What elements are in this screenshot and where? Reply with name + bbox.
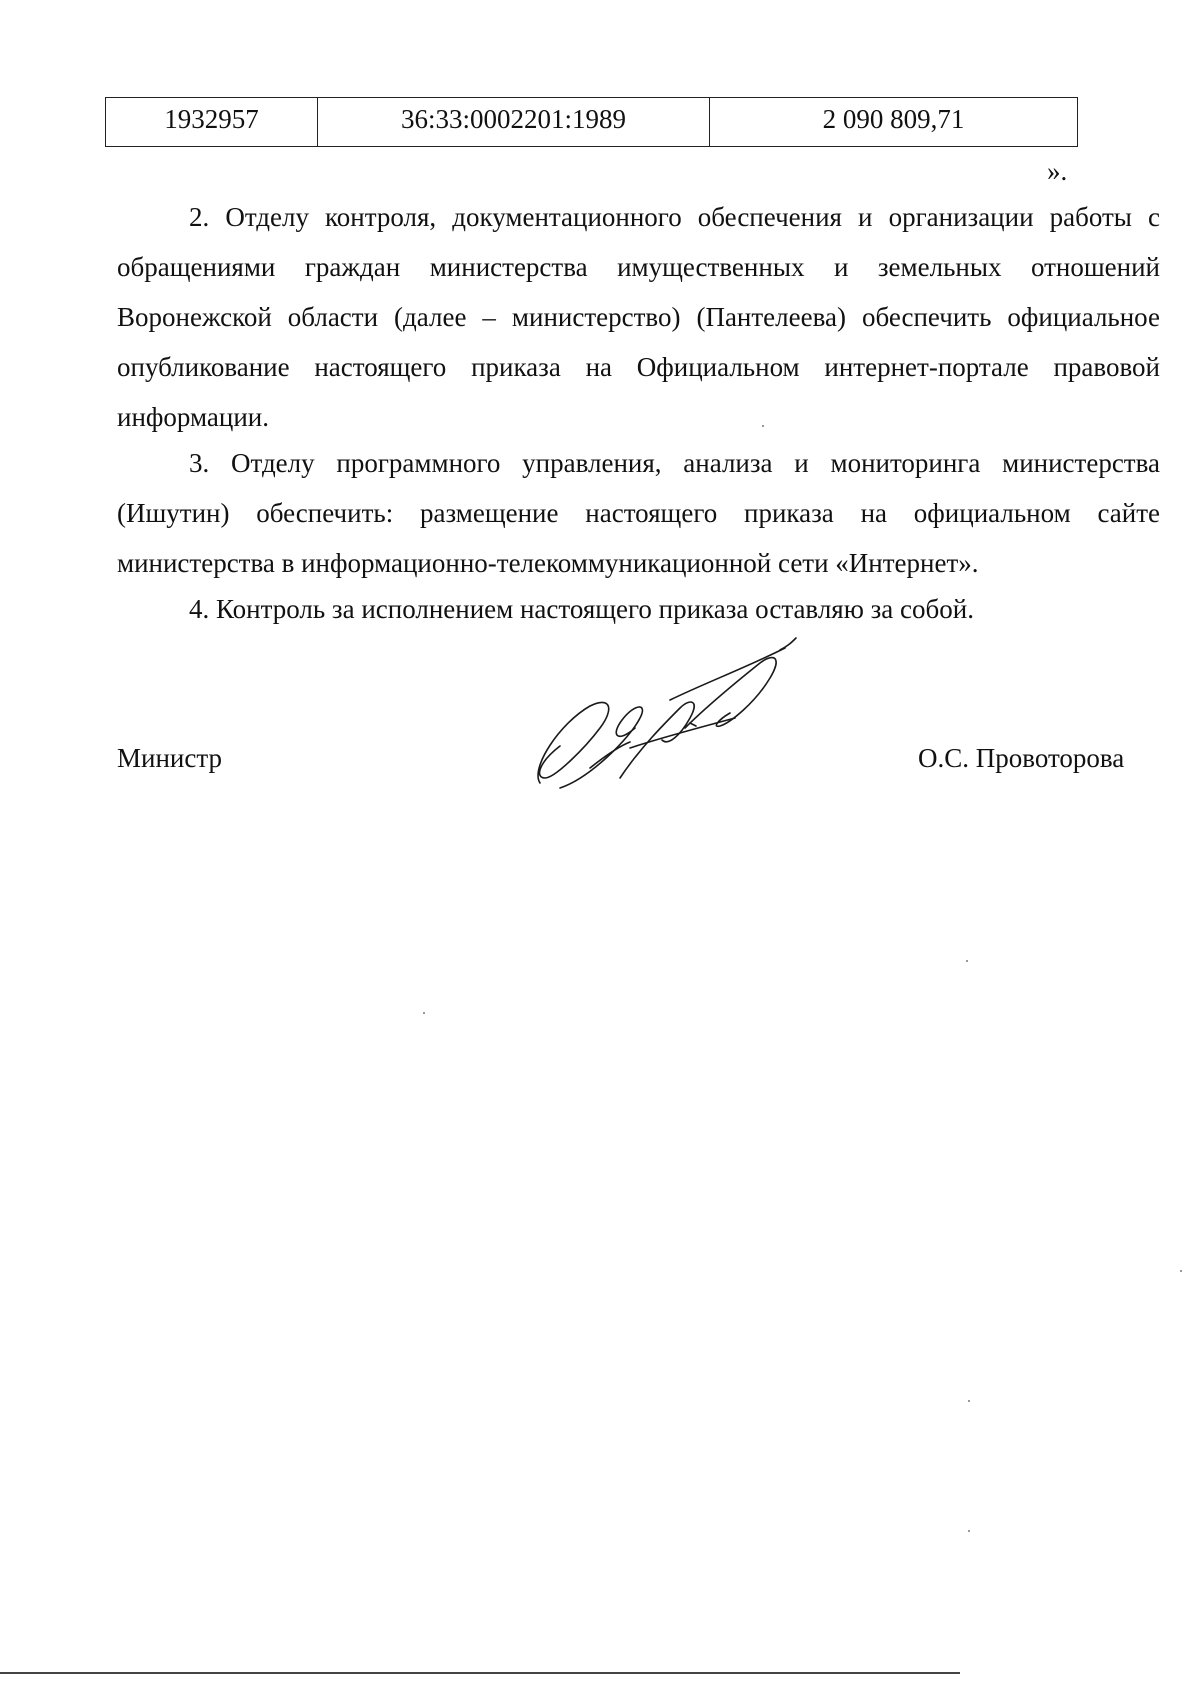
cadastral-value-cell: 2 090 809,71 <box>822 104 965 134</box>
paragraph-2: 2. Отделу контроля, документационного обеспечения и организации работы с обращениями граждан министерства имущественных и земельных отношений Воронежской области (далее – министерство) (Пантелеева) обеспечить официальное опубликование настоящего приказа на Официальном интернет-портале правовой информации. <box>117 202 1160 432</box>
scan-speck <box>966 960 968 962</box>
scan-speck <box>968 1400 970 1402</box>
scan-speck <box>762 425 764 427</box>
paragraph-4: 4. Контроль за исполнением настоящего приказа оставляю за собой. <box>189 594 974 624</box>
signatory-title: Министр <box>117 743 222 773</box>
closing-quote: ». <box>1047 156 1068 186</box>
paragraph-3: 3. Отделу программного управления, анализа и мониторинга министерства (Ишутин) обеспечить: размещение настоящего приказа на официальном сайте министерства в информационно-телекоммуникационной сети «Интернет». <box>117 448 1160 578</box>
scan-speck <box>1180 1270 1182 1272</box>
handwritten-signature <box>530 628 850 798</box>
scan-speck <box>423 1012 425 1014</box>
scan-speck <box>968 1530 970 1532</box>
signatory-name: О.С. Провоторова <box>918 743 1125 773</box>
cadastral-table-row <box>105 97 1078 147</box>
scan-bottom-edge <box>0 1672 960 1674</box>
row-number-cell: 1932957 <box>106 98 318 146</box>
cadastral-number-cell: 36:33:0002201:1989 <box>318 98 710 146</box>
